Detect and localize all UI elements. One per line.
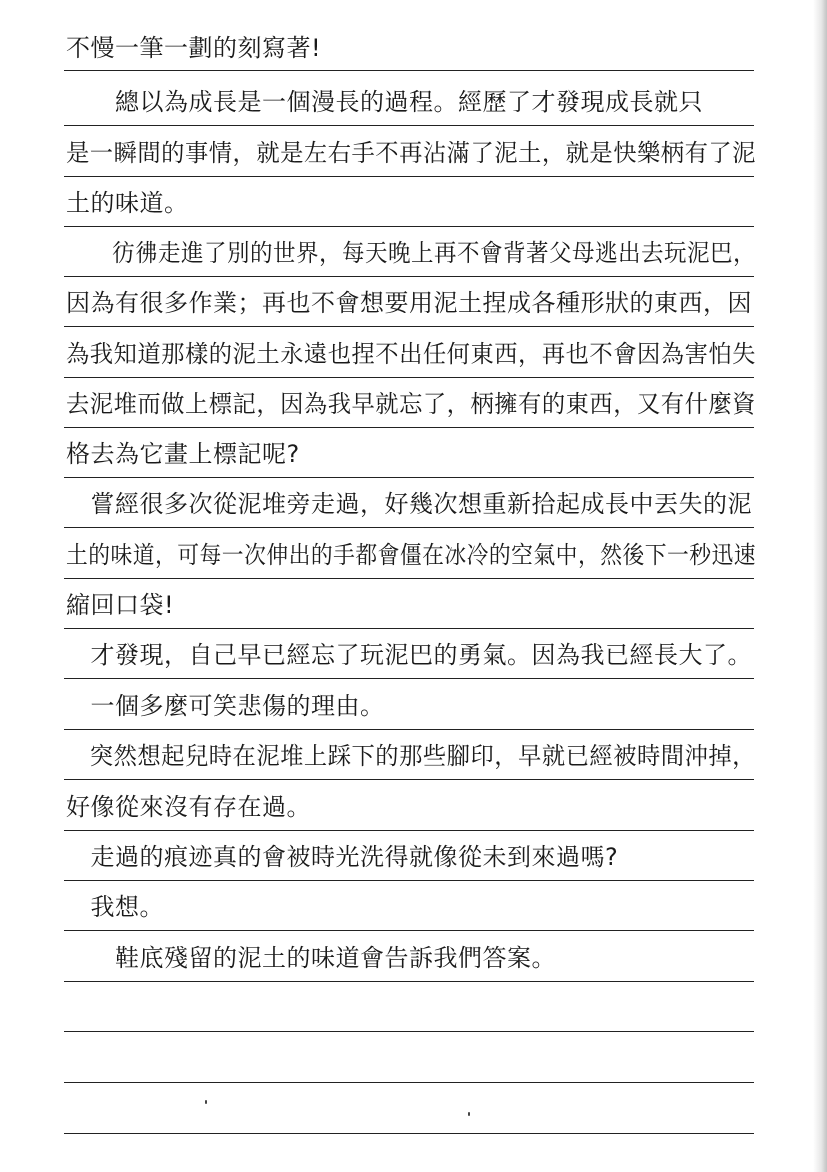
essay-line: 嘗經很多次從泥堆旁走過，好幾次想重新拾起成長中丟失的泥 [66,490,752,518]
ruled-line [64,578,754,579]
essay-line: 總以為成長是一個漫長的過程。經歷了才發現成長就只 [66,88,703,116]
ruled-line [64,477,754,478]
ruled-line [64,1133,754,1134]
page-edge-shadow [813,0,827,1172]
essay-line: 去泥堆而做上標記，因為我早就忘了，柄擁有的東西，又有什麼資 [66,390,756,418]
ruled-line [64,930,754,931]
ruled-line [64,276,754,277]
essay-line: 縮回口袋! [66,591,175,619]
ruled-line [64,125,754,126]
essay-line: 我想。 [66,893,164,921]
ruled-line [64,830,754,831]
ruled-line [64,880,754,881]
essay-line: 走過的痕迹真的會被時光洗得就像從未到來過嗎? [66,843,619,871]
ruled-line [64,779,754,780]
essay-line: 土的味道，可每一次伸出的手都會僵在冰冷的空氣中，然後下一秒迅速 [66,541,757,569]
ruled-line [64,226,754,227]
ruled-line [64,678,754,679]
scan-speck [468,1112,470,1116]
essay-line: 好像從來沒有存在過。 [66,793,311,821]
ruled-line [64,176,754,177]
essay-line: 彷彿走進了別的世界，每天晚上再不會背著父母逃出去玩泥巴， [66,239,757,267]
essay-line: 為我知道那樣的泥土永遠也捏不出任何東西，再也不會因為害怕失 [66,340,756,368]
essay-line: 不慢一筆一劃的刻寫著! [66,34,322,62]
ruled-line [64,377,754,378]
ruled-line [64,326,754,327]
essay-line: 才發現，自己早已經忘了玩泥巴的勇氣。因為我已經長大了。 [66,641,752,669]
essay-line: 一個多麼可笑悲傷的理由。 [66,692,385,720]
ruled-line [64,427,754,428]
essay-line: 因為有很多作業；再也不會想要用泥土捏成各種形狀的東西，因 [66,289,752,317]
essay-line: 突然想起兒時在泥堆上踩下的那些腳印，早就已經被時間沖掉， [66,742,756,770]
ruled-line [64,1082,754,1083]
essay-line: 鞋底殘留的泥土的味道會告訴我們答案。 [66,944,556,972]
ruled-line [64,527,754,528]
ruled-line [64,1031,754,1032]
ruled-line [64,70,754,71]
ruled-line [64,628,754,629]
ruled-line [64,981,754,982]
scan-speck [205,1100,207,1104]
ruled-line [64,729,754,730]
essay-line: 是一瞬間的事情，就是左右手不再沾滿了泥土，就是快樂柄有了泥 [66,139,756,167]
essay-line: 土的味道。 [66,189,189,217]
essay-line: 格去為它畫上標記呢? [66,440,300,468]
